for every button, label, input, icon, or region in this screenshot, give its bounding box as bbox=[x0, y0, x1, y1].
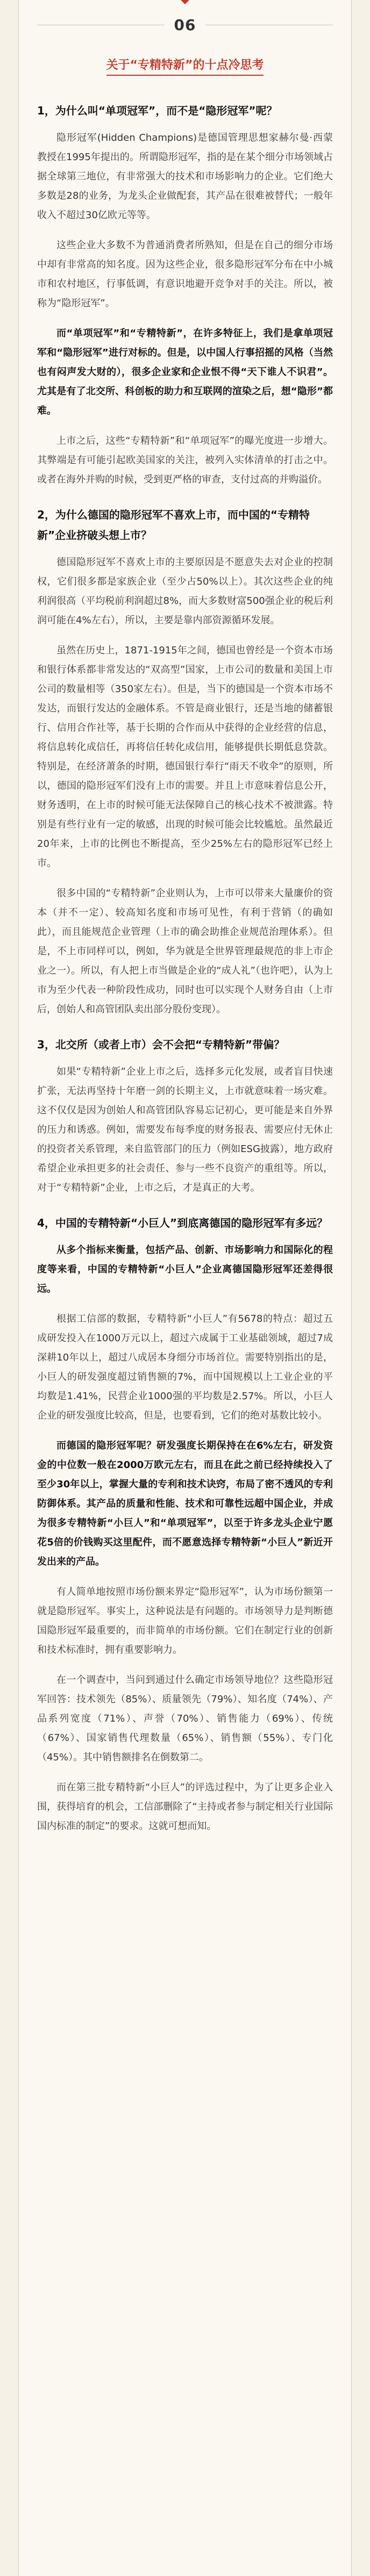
article-title-band bbox=[37, 48, 333, 85]
bold-paragraph: 而“单项冠军”和“专精特新”，在许多特征上，我们是拿单项冠军和“隐形冠军”进行对标的。但是，以中国人行事招摇的风格（当然也有闷声发大财的），很多企业家和企业恨不得“天下谁人不识君”。尤其是有了北交所、科创板的助力和互联网的渲染之后，想“隐形”都难。 bbox=[37, 328, 333, 416]
section-number: 06 bbox=[174, 16, 196, 34]
section-header bbox=[37, 0, 333, 43]
question-heading: 1，为什么叫“单项冠军”，而不是“隐形冠军”呢？ bbox=[37, 104, 278, 117]
question-heading: 3，北交所（或者上市）会不会把“专精特新”带偏？ bbox=[37, 1038, 285, 1051]
section-number-row bbox=[37, 14, 333, 35]
paragraph: 上市之后，这些“专精特新”和“单项冠军”的曝光度进一步增大。其弊端是有可能引起欧美国家的关注，被列入实体清单的打击之中。或者在海外并购的时候，受到更严格的审查，支付过高的并购溢价。 bbox=[37, 435, 333, 485]
chevron-down-icon bbox=[181, 0, 189, 4]
article-title: 关于“专精特新”的十点冷思考 bbox=[106, 56, 264, 76]
question-heading: 2，为什么德国的隐形冠军不喜欢上市，而中国的“专精特新”企业挤破头想上市？ bbox=[37, 508, 310, 542]
paragraph: 德国隐形冠军不喜欢上市的主要原因是不愿意失去对企业的控制权，它们很多都是家族企业（至少占50%以上）。其次这些企业的纯利润很高（平均税前利润超过8%，而大多数财富500强企业的税后利润可能在4%左右），所以，主要是靠内部资源循环发展。 bbox=[37, 557, 333, 626]
bold-paragraph: 从多个指标来衡量，包括产品、创新、市场影响力和国际化的程度等来看，中国的专精特新“小巨人”企业离德国隐形冠军还差得很远。 bbox=[37, 1244, 333, 1294]
paragraph: 这些企业大多数不为普通消费者所熟知，但是在自己的细分市场中却有非常高的知名度。因为这些企业，很多隐形冠军分布在中小城市和农村地区，行事低调，有意识地避开竞争对手的关注。所以，被称为“隐形冠军”。 bbox=[37, 240, 333, 309]
paragraph: 根据工信部的数据，专精特新“小巨人”有5678的特点：超过五成研发投入在1000万元以上，超过六成属于工业基础领域，超过7成深耕10年以上，超过八成居本身细分市场首位。需要特别指出的是，小巨人的研发强度超过销售额的7%，而中国规模以上工业企业的平均数是1.41%，民营企业1000强的平均数是2.57%。所以，小巨人企业的研发强度比较高，但是，也要看到，它们的绝对基数比较小。 bbox=[37, 1313, 333, 1421]
paragraph: 有人简单地按照市场份额来界定“隐形冠军”，认为市场份额第一就是隐形冠军。事实上，这种说法是有问题的。市场领导力是判断德国隐形冠军最重要的，而非简单的市场份额。它们在制定行业的创新和技术标准时，拥有重要影响力。 bbox=[37, 1586, 333, 1656]
bold-paragraph: 而德国的隐形冠军呢？研发强度长期保持在在6%左右，研发资金的中位数一般在2000万欧元左右，而且在此之前已经持续投入了至少30年以上，掌握大量的专利和技术诀窍，布局了密不透风的专利防御体系。其产品的质量和性能、技术和可靠性远超中国企业，并成为很多专精特新“小巨人”和“单项冠军”，以至于许多龙头企业宁愿花5倍的价钱购买这里配件，而不愿意选择专精特新“小巨人”新近开发出来的产品。 bbox=[37, 1440, 333, 1567]
article-body bbox=[37, 100, 333, 1836]
paragraph: 而在第三批专精特新“小巨人”的评选过程中，为了让更多企业入围，获得培育的机会，工信部删除了“主持或者参与制定相关行业国际国内标准的制定”的要求。这就可想而知。 bbox=[37, 1782, 333, 1832]
paragraph: 如果“专精特新”企业上市之后，选择多元化发展，或者盲目快速扩张，无法再坚持十年磨一剑的长期主义，上市就意味着一场灾难。这不仅仅是因为创始人和高管团队容易忘记初心，更可能是来自外界的压力和诱惑。例如，需要发布每季度的财务报表、需要应付无休止的投资者关系管理，来自监管部门的压力（例如ESG披露），地方政府希望企业承担更多的社会责任、参与一些不良资产的重组等。所以，对于“专精特新”企业，上市之后，才是真正的大考。 bbox=[37, 1066, 333, 1193]
paragraph: 在一个调查中，当问到通过什么确定市场领导地位？这些隐形冠军回答：技术领先（85%）、质量领先（79%）、知名度（74%）、产品系列宽度（71%）、声誉（70%）、销售能力（69%）、传统（67%）、国家销售代理数量（65%）、销售额（55%）、专门化（45%）。其中销售额排名在倒数第二。 bbox=[37, 1674, 333, 1763]
question-heading: 4，中国的专精特新“小巨人”到底离德国的隐形冠军有多远？ bbox=[37, 1217, 328, 1229]
paragraph: 很多中国的“专精特新”企业则认为，上市可以带来大量廉价的资本（并不一定）、较高知名度和市场可见性，有利于营销（的确如此），而且能规范企业管理（上市的确会助推企业规范治理体系）。但是，不上市同样可以，例如，华为就是全世界管理最规范的非上市企业之一）。所以，有人把上市当做是企业的“成人礼”（也许吧），认为上市为至少代表一种阶段性成功，同时也可以实现个人财务自由（上市后，创始人和高管团队卖出部分股份变现）。 bbox=[37, 888, 333, 1015]
paragraph: 虽然在历史上，1871-1915年之间，德国也曾经是一个资本市场和银行体系都非常发达的“双高型”国家，上市公司的数量和美国上市公司的数量相等（350家左右）。但是，当下的德国是一个资本市场不发达，而银行发达的金融体系。不管是商业银行，还是当地的储蓄银行、信用合作社等，基于长期的合作而从中获得的企业经营的信息，将信息转化成信任，再将信任转化成信用，能够提供长期低息贷款。特别是，在经济萧条的时期，德国银行奉行“雨天不收伞”的原则，所以，德国的隐形冠军们没有上市的需要。并且上市意味着信息公开，财务透明，在上市的时候可能无法保障自己的核心技术不被泄露。特别是有些行业有一定的敏感，出现的时候可能会比较尴尬。虽然最近20年来，上市的比例也不断提高，至少25%左右的隐形冠军已经上市。 bbox=[37, 645, 333, 869]
paragraph: 隐形冠军(Hidden Champions)是德国管理思想家赫尔曼·西蒙教授在1995年提出的。所谓隐形冠军，指的是在某个细分市场领域占据全球第三地位，有非常强大的技术和市场影响力的企业。它们绝大多数是28的业务，为龙头企业做配套，其产品在很难被替代；一般年收入不超过30亿欧元等等。 bbox=[37, 132, 333, 221]
article-frame bbox=[18, 0, 352, 2576]
